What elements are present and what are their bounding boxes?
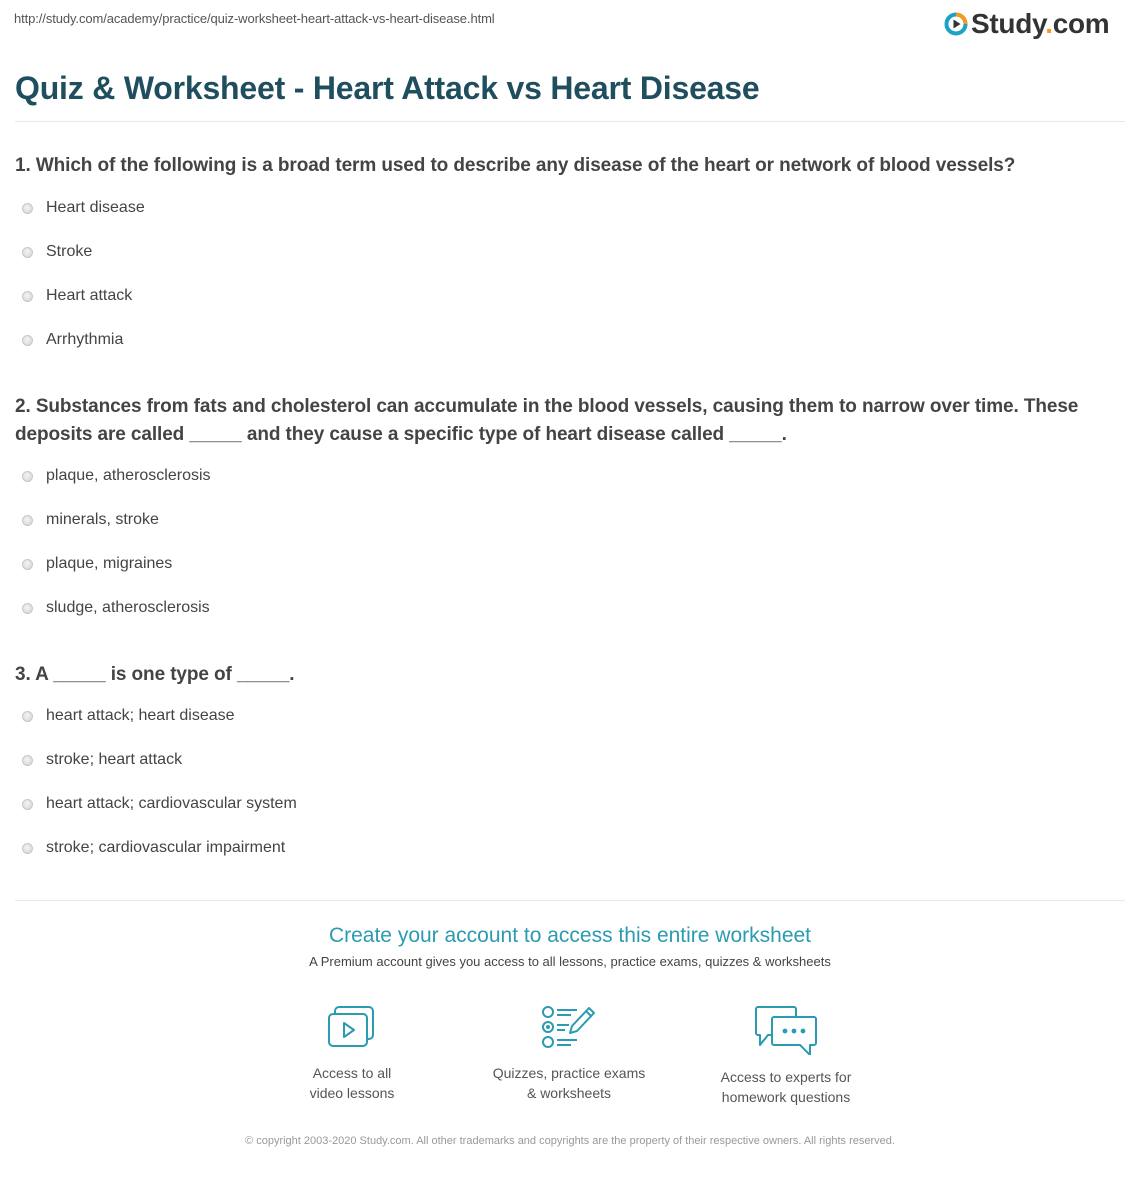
radio-button[interactable]: [22, 843, 33, 854]
video-lessons-icon: [326, 1005, 378, 1051]
copyright-footer: © copyright 2003-2020 Study.com. All other trademarks and copyrights are the property of their respective owners. All rights reserved.: [245, 1135, 895, 1147]
q1-option-2[interactable]: Stroke: [22, 243, 92, 261]
q2-option-1[interactable]: plaque, atherosclerosis: [22, 467, 211, 485]
q3-option-3[interactable]: heart attack; cardiovascular system: [22, 795, 297, 813]
q2-option-4[interactable]: sludge, atherosclerosis: [22, 599, 210, 617]
study-logo[interactable]: [944, 8, 1109, 40]
q2-option-2[interactable]: minerals, stroke: [22, 511, 159, 529]
radio-button[interactable]: [22, 711, 33, 722]
divider: [15, 121, 1125, 122]
q3-option-4[interactable]: stroke; cardiovascular impairment: [22, 839, 285, 857]
radio-button[interactable]: [22, 335, 33, 346]
question-1: 1. Which of the following is a broad term used to describe any disease of the heart or network of blood vessels?: [15, 155, 1016, 176]
q1-option-1[interactable]: Heart disease: [22, 199, 145, 217]
q3-option-1[interactable]: heart attack; heart disease: [22, 707, 235, 725]
radio-button[interactable]: [22, 603, 33, 614]
page-title: Quiz & Worksheet - Heart Attack vs Heart Disease: [15, 70, 760, 106]
logo-text: Study.com: [971, 8, 1110, 39]
radio-button[interactable]: [22, 515, 33, 526]
radio-button[interactable]: [22, 471, 33, 482]
radio-button[interactable]: [22, 799, 33, 810]
radio-button[interactable]: [22, 291, 33, 302]
page-url: http://study.com/academy/practice/quiz-worksheet-heart-attack-vs-heart-disease.html: [14, 11, 495, 26]
cta-title[interactable]: Create your account to access this entire worksheet: [328, 924, 812, 947]
cta-subtitle: A Premium account gives you access to all lessons, practice exams, quizzes & worksheets: [309, 954, 831, 969]
radio-button[interactable]: [22, 203, 33, 214]
feature-experts: Access to experts for homework questions: [686, 1005, 886, 1107]
q2-option-3[interactable]: plaque, migraines: [22, 555, 172, 573]
radio-button[interactable]: [22, 755, 33, 766]
question-3: 3. A _____ is one type of _____.: [15, 664, 295, 685]
q1-option-3[interactable]: Heart attack: [22, 287, 132, 305]
q3-option-2[interactable]: stroke; heart attack: [22, 751, 182, 769]
radio-button[interactable]: [22, 559, 33, 570]
feature-video-lessons: Access to all video lessons: [252, 1005, 452, 1103]
question-2: 2. Substances from fats and cholesterol can accumulate in the blood vessels, causing them to narrow over time. These deposits are called _____ and they cause a specific type of heart disease called _____.: [15, 396, 1079, 445]
quiz-checklist-icon: [541, 1005, 597, 1051]
play-logo-icon: [944, 12, 968, 36]
feature-quizzes: Quizzes, practice exams & worksheets: [469, 1005, 669, 1103]
radio-button[interactable]: [22, 247, 33, 258]
divider: [15, 900, 1125, 901]
q1-option-4[interactable]: Arrhythmia: [22, 331, 123, 349]
chat-bubbles-icon: [754, 1005, 818, 1055]
